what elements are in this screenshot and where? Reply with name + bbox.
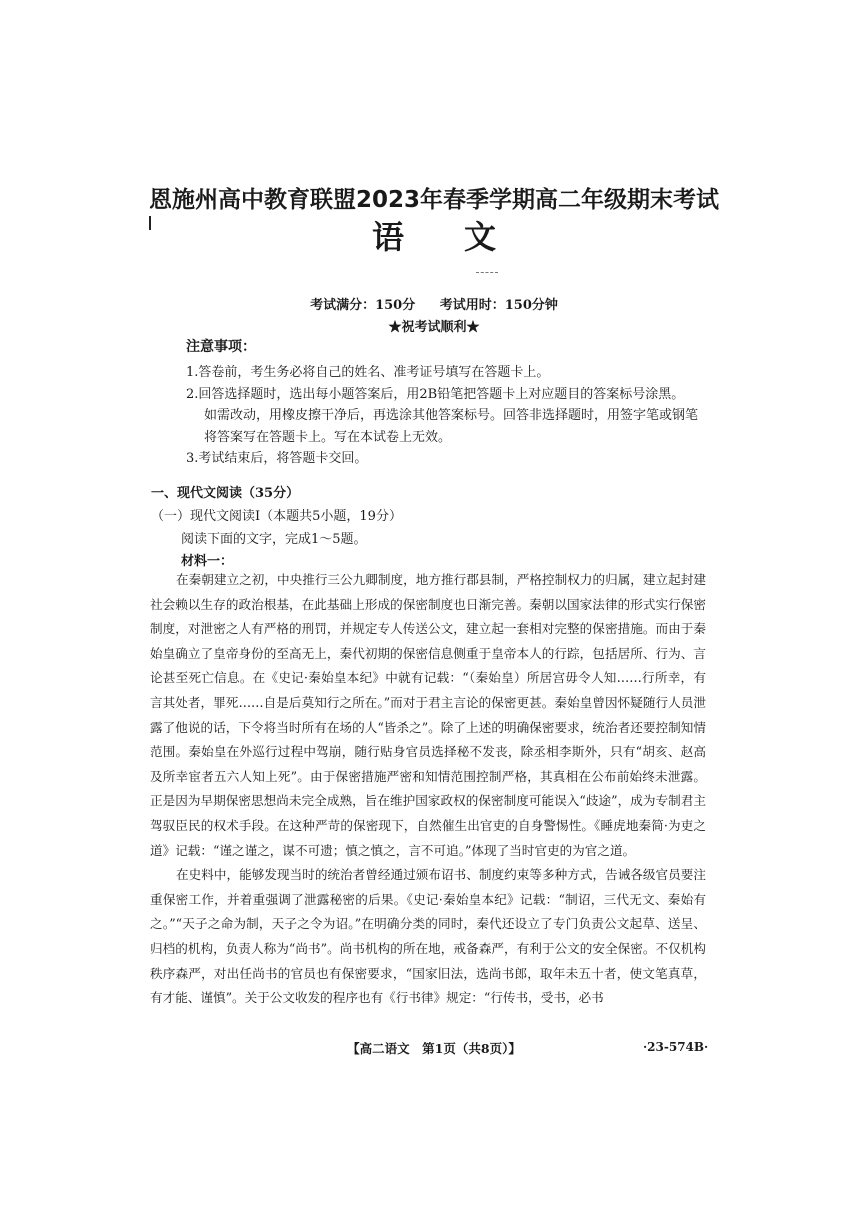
- paper-code: ·23-574B·: [643, 1040, 709, 1054]
- reading-instruction: 阅读下面的文字，完成1～5题。: [181, 532, 367, 547]
- decorative-dash: [476, 272, 498, 274]
- subject-title: 语文: [371, 218, 556, 256]
- page-footer: 【高二语文 第1页（共8页）】: [347, 1041, 521, 1056]
- notice-item: 1.答卷前，考生务必将自己的姓名、准考证号填写在答题卡上。: [186, 365, 550, 380]
- notice-item-continued: 如需改动，用橡皮擦干净后，再选涂其他答案标号。回答非选择题时，用签字笔或钢笔: [204, 408, 699, 423]
- notice-item-continued: 将答案写在答题卡上。写在本试卷上无效。: [204, 429, 452, 445]
- subsection-heading: （一）现代文阅读Ⅰ（本题共5小题，19分）: [151, 509, 402, 524]
- exam-info: [0, 294, 868, 313]
- exam-title: 恩施州高中教育联盟2023年春季学期高二年级期末考试: [148, 187, 719, 213]
- notice-item: 2.回答选择题时，选出每小题答案后，用2B铅笔把答题卡上对应题目的答案标号涂黑。: [186, 386, 685, 402]
- passage-paragraph: 在史料中，能够发现当时的统治者曾经通过颁布诏书、制度约束等多种方式，告诫各级官员要注重保密工作，并着重强调了泄露秘密的后果。《史记·秦始皇本纪》记载：“制诏，三代无文、秦始有之。”“天子之命为制，天子之令为诏。”在明确分类的同时，秦代还设立了专门负责公文起草、送呈、归档的机构，负责人称为“尚书”。尚书机构的所在地，戒备森严，有利于公文的安全保密。不仅机构秩序森严，对出任尚书的官员也有保密要求，“国家旧法，选尚书郎，取年未五十者，使文笔真草，有才能、谨慎”。关于公文收发的程序也有《行书律》规定：“行传书，受书，必书: [150, 867, 706, 1006]
- passage-paragraph: 在秦朝建立之初，中央推行三公九卿制度，地方推行郡县制，严格控制权力的归属，建立起封建社会赖以生存的政治根基，在此基础上形成的保密制度也日渐完善。秦朝以国家法律的形式实行保密制度，对泄密之人有严格的刑罚，并规定专人传送公文，建立起一套相对完整的保密措施。而由于秦始皇确立了皇帝身份的至高无上，秦代初期的保密信息侧重于皇帝本人的行踪，包括居所、行为、言论甚至死亡信息。在《史记·秦始皇本纪》中就有记载：“（秦始皇）所居宫毋令人知……行所幸，有言其处者，罪死……自是后莫知行之所在。”而对于君主言论的保密更甚。秦始皇曾因怀疑随行人员泄露了他说的话，下令将当时所有在场的人“皆杀之”。除了上述的明确保密要求，统治者还要控制知情范围。秦始皇在外巡行过程中驾崩，随行贴身官员选择秘不发丧，除丞相李斯外，只有“胡亥、赵高及所幸宦者五六人知上死”。由于保密措施严密和知情范围控制严格，其真相在公布前始终未泄露。正是因为早期保密思想尚未完全成熟，旨在维护国家政权的保密制度可能误入“歧途”，成为专制君主驾驭臣民的权术手段。在这种严苛的保密现下，自然催生出官吏的自身警惕性。《睡虎地秦简·为吏之道》记载：“谨之谨之，谋不可遗；慎之慎之，言不可追。”体现了当时官吏的为官之道。: [150, 572, 706, 858]
- good-luck-text: ★祝考试顺利★: [388, 320, 480, 335]
- section-heading: 一、现代文阅读（35分）: [151, 486, 300, 501]
- passage: [150, 568, 706, 1011]
- notice-block: [186, 336, 746, 470]
- notice-heading: 注意事项：: [186, 339, 256, 355]
- material-label: 材料一：: [181, 554, 234, 569]
- exam-duration: 考试用时：150分钟: [439, 298, 558, 313]
- full-score: 考试满分：150分: [310, 298, 416, 313]
- notice-item: 3.考试结束后，将答题卡交回。: [186, 451, 368, 466]
